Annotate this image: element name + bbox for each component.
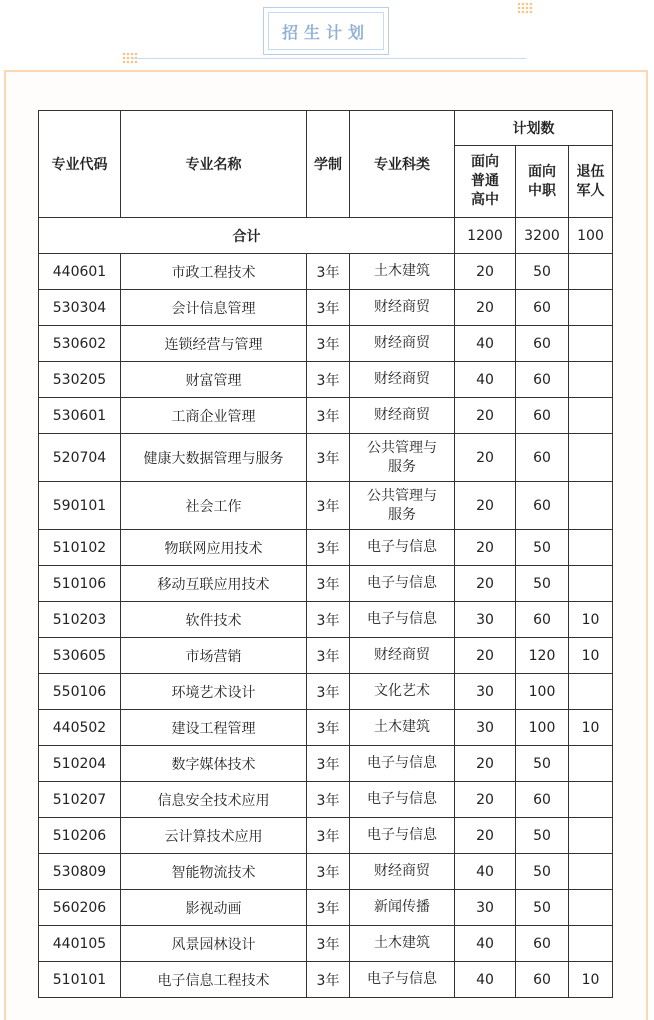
cell-category: 财经商贸: [350, 290, 455, 326]
cell-high-school: 20: [455, 434, 516, 482]
title-underline: [132, 58, 526, 59]
cell-name: 会计信息管理: [121, 290, 307, 326]
cell-code: 510106: [39, 566, 121, 602]
total-veterans: 100: [569, 218, 613, 254]
table-row: [39, 254, 613, 290]
cell-veterans: 10: [569, 602, 613, 638]
cell-code: 550106: [39, 674, 121, 710]
cell-vocational: 50: [516, 566, 569, 602]
cell-high-school: 40: [455, 326, 516, 362]
cell-vocational: 60: [516, 482, 569, 530]
cell-name: 影视动画: [121, 890, 307, 926]
cell-years: 3年: [307, 530, 350, 566]
cell-name: 连锁经营与管理: [121, 326, 307, 362]
cell-high-school: 30: [455, 674, 516, 710]
cell-category: 土木建筑: [350, 710, 455, 746]
cell-veterans: [569, 854, 613, 890]
cell-name: 市政工程技术: [121, 254, 307, 290]
cell-high-school: 30: [455, 710, 516, 746]
table-row: [39, 398, 613, 434]
cell-name: 电子信息工程技术: [121, 962, 307, 998]
cell-years: 3年: [307, 326, 350, 362]
table-row: [39, 566, 613, 602]
cell-code: 530304: [39, 290, 121, 326]
cell-years: 3年: [307, 482, 350, 530]
cell-code: 510207: [39, 782, 121, 818]
cell-name: 建设工程管理: [121, 710, 307, 746]
cell-vocational: 60: [516, 782, 569, 818]
cell-years: 3年: [307, 782, 350, 818]
cell-name: 移动互联应用技术: [121, 566, 307, 602]
header-plan: 计划数: [455, 111, 613, 146]
cell-veterans: [569, 818, 613, 854]
cell-years: 3年: [307, 398, 350, 434]
cell-high-school: 40: [455, 926, 516, 962]
cell-vocational: 50: [516, 890, 569, 926]
cell-vocational: 60: [516, 362, 569, 398]
cell-vocational: 60: [516, 434, 569, 482]
cell-years: 3年: [307, 566, 350, 602]
cell-name: 物联网应用技术: [121, 530, 307, 566]
cell-vocational: 120: [516, 638, 569, 674]
cell-years: 3年: [307, 602, 350, 638]
cell-category: 电子与信息: [350, 962, 455, 998]
cell-code: 510203: [39, 602, 121, 638]
cell-category: 土木建筑: [350, 926, 455, 962]
cell-years: 3年: [307, 746, 350, 782]
cell-veterans: [569, 326, 613, 362]
cell-veterans: [569, 674, 613, 710]
cell-years: 3年: [307, 890, 350, 926]
table-row: [39, 818, 613, 854]
enrollment-plan-table: [38, 110, 613, 998]
cell-category: 文化艺术: [350, 674, 455, 710]
cell-high-school: 40: [455, 854, 516, 890]
cell-veterans: 10: [569, 962, 613, 998]
cell-code: 440502: [39, 710, 121, 746]
cell-high-school: 20: [455, 290, 516, 326]
cell-years: 3年: [307, 818, 350, 854]
header-high-school: 面向 普通 高中: [455, 146, 516, 218]
page-header: [0, 0, 654, 70]
cell-vocational: 60: [516, 326, 569, 362]
cell-vocational: 100: [516, 674, 569, 710]
cell-high-school: 30: [455, 890, 516, 926]
header-category: 专业科类: [350, 111, 455, 218]
total-row: [39, 218, 613, 254]
cell-years: 3年: [307, 674, 350, 710]
cell-code: 560206: [39, 890, 121, 926]
cell-veterans: [569, 782, 613, 818]
table-body: [39, 254, 613, 998]
table-row: [39, 326, 613, 362]
cell-name: 智能物流技术: [121, 854, 307, 890]
cell-veterans: [569, 890, 613, 926]
cell-category: 财经商贸: [350, 362, 455, 398]
cell-veterans: [569, 362, 613, 398]
cell-vocational: 50: [516, 854, 569, 890]
cell-category: 公共管理与 服务: [350, 434, 455, 482]
cell-high-school: 20: [455, 782, 516, 818]
cell-high-school: 40: [455, 962, 516, 998]
table-row: [39, 434, 613, 482]
table-row: [39, 290, 613, 326]
cell-high-school: 40: [455, 362, 516, 398]
cell-years: 3年: [307, 638, 350, 674]
title-box: [263, 7, 389, 55]
table-row: [39, 674, 613, 710]
cell-name: 健康大数据管理与服务: [121, 434, 307, 482]
table-row: [39, 782, 613, 818]
cell-veterans: [569, 482, 613, 530]
total-high-school: 1200: [455, 218, 516, 254]
cell-veterans: [569, 398, 613, 434]
cell-veterans: [569, 566, 613, 602]
cell-years: 3年: [307, 854, 350, 890]
cell-code: 530605: [39, 638, 121, 674]
page-title: 招生计划: [268, 12, 384, 50]
header-name: 专业名称: [121, 111, 307, 218]
cell-years: 3年: [307, 710, 350, 746]
table-row: [39, 710, 613, 746]
cell-veterans: [569, 926, 613, 962]
cell-code: 510206: [39, 818, 121, 854]
cell-category: 电子与信息: [350, 602, 455, 638]
cell-name: 风景园林设计: [121, 926, 307, 962]
cell-category: 电子与信息: [350, 530, 455, 566]
table-row: [39, 638, 613, 674]
cell-code: 510102: [39, 530, 121, 566]
cell-years: 3年: [307, 926, 350, 962]
cell-code: 510204: [39, 746, 121, 782]
cell-years: 3年: [307, 362, 350, 398]
cell-vocational: 50: [516, 746, 569, 782]
table-row: [39, 926, 613, 962]
cell-name: 市场营销: [121, 638, 307, 674]
cell-veterans: [569, 254, 613, 290]
cell-high-school: 20: [455, 482, 516, 530]
cell-high-school: 20: [455, 566, 516, 602]
cell-vocational: 60: [516, 290, 569, 326]
table-row: [39, 362, 613, 398]
table-row: [39, 602, 613, 638]
total-vocational: 3200: [516, 218, 569, 254]
cell-vocational: 60: [516, 398, 569, 434]
cell-name: 信息安全技术应用: [121, 782, 307, 818]
cell-category: 电子与信息: [350, 746, 455, 782]
cell-high-school: 20: [455, 530, 516, 566]
table-row: [39, 854, 613, 890]
cell-category: 新闻传播: [350, 890, 455, 926]
cell-high-school: 20: [455, 746, 516, 782]
cell-category: 电子与信息: [350, 566, 455, 602]
cell-high-school: 20: [455, 638, 516, 674]
cell-name: 工商企业管理: [121, 398, 307, 434]
cell-veterans: [569, 746, 613, 782]
header-code: 专业代码: [39, 111, 121, 218]
cell-code: 520704: [39, 434, 121, 482]
table-row: [39, 482, 613, 530]
cell-code: 590101: [39, 482, 121, 530]
cell-category: 电子与信息: [350, 818, 455, 854]
header-years: 学制: [307, 111, 350, 218]
cell-vocational: 60: [516, 962, 569, 998]
table-row: [39, 530, 613, 566]
cell-years: 3年: [307, 434, 350, 482]
cell-high-school: 20: [455, 254, 516, 290]
table-row: [39, 746, 613, 782]
cell-veterans: 10: [569, 710, 613, 746]
cell-veterans: 10: [569, 638, 613, 674]
header-vocational: 面向 中职: [516, 146, 569, 218]
cell-code: 530809: [39, 854, 121, 890]
cell-name: 财富管理: [121, 362, 307, 398]
cell-category: 财经商贸: [350, 638, 455, 674]
cell-vocational: 60: [516, 926, 569, 962]
cell-vocational: 100: [516, 710, 569, 746]
cell-category: 财经商贸: [350, 398, 455, 434]
cell-veterans: [569, 434, 613, 482]
cell-code: 530602: [39, 326, 121, 362]
table-row: [39, 890, 613, 926]
cell-years: 3年: [307, 254, 350, 290]
total-label: 合计: [39, 218, 455, 254]
cell-category: 财经商贸: [350, 854, 455, 890]
cell-years: 3年: [307, 290, 350, 326]
cell-veterans: [569, 530, 613, 566]
cell-vocational: 50: [516, 530, 569, 566]
cell-name: 社会工作: [121, 482, 307, 530]
cell-high-school: 20: [455, 818, 516, 854]
cell-vocational: 50: [516, 254, 569, 290]
cell-code: 440105: [39, 926, 121, 962]
cell-category: 土木建筑: [350, 254, 455, 290]
cell-name: 软件技术: [121, 602, 307, 638]
decor-dots-icon: [517, 2, 533, 14]
cell-code: 440601: [39, 254, 121, 290]
cell-name: 环境艺术设计: [121, 674, 307, 710]
cell-veterans: [569, 290, 613, 326]
cell-name: 云计算技术应用: [121, 818, 307, 854]
cell-category: 电子与信息: [350, 782, 455, 818]
table-row: [39, 962, 613, 998]
header-veterans: 退伍 军人: [569, 146, 613, 218]
cell-code: 510101: [39, 962, 121, 998]
cell-high-school: 20: [455, 398, 516, 434]
cell-vocational: 50: [516, 818, 569, 854]
cell-category: 公共管理与 服务: [350, 482, 455, 530]
cell-years: 3年: [307, 962, 350, 998]
cell-category: 财经商贸: [350, 326, 455, 362]
cell-high-school: 30: [455, 602, 516, 638]
cell-code: 530601: [39, 398, 121, 434]
cell-name: 数字媒体技术: [121, 746, 307, 782]
cell-code: 530205: [39, 362, 121, 398]
cell-vocational: 60: [516, 602, 569, 638]
